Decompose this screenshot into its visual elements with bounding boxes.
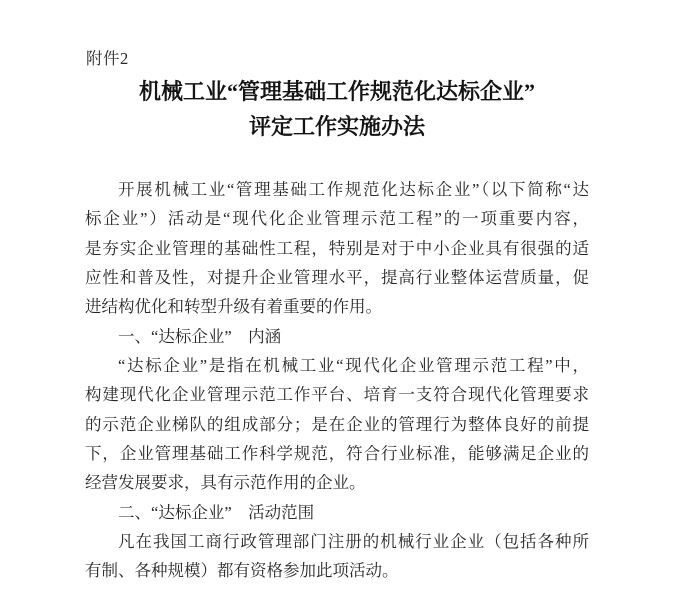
body-heading-1: 一、“达标企业” 内涵 [118, 326, 282, 346]
body-line: 构建现代化企业管理示范工作平台、培育一支符合现代化管理要求 [85, 385, 589, 405]
body-line: 标企业”）活动是“现代化企业管理示范工程”的一项重要内容， [85, 209, 589, 229]
body-heading-2: 二、“达标企业” 活动范围 [118, 502, 315, 522]
body-line: 下，企业管理基础工作科学规范，符合行业标准，能够满足企业的 [85, 444, 589, 464]
title-line-1: 机械工业“管理基础工作规范化达标企业” [138, 79, 535, 104]
body-line: 有制、各种规模）都有资格参加此项活动。 [85, 561, 399, 581]
body-line: 应性和普及性，对提升企业管理水平，提高行业整体运营质量，促 [85, 268, 589, 288]
body-line: 开展机械工业“管理基础工作规范化达标企业”（以下简称“达 [118, 180, 589, 199]
body-line: 经营发展要求，具有示范作用的企业。 [85, 473, 366, 493]
body-line: 进结构优化和转型升级有着重要的作用。 [85, 297, 382, 317]
body-line: 是夯实企业管理的基础性工程，特别是对于中小企业具有很强的适 [85, 238, 589, 258]
body-line: 的示范企业梯队的组成部分；是在企业的管理行为整体良好的前提 [85, 414, 589, 434]
document-title [85, 75, 589, 144]
document-body [85, 175, 589, 586]
title-line-2: 评定工作实施办法 [248, 113, 425, 139]
body-line: “达标企业”是指在机械工业“现代化企业管理示范工程”中， [118, 356, 589, 376]
body-line: 凡在我国工商行政管理部门注册的机械行业企业（包括各种所 [118, 532, 589, 552]
attachment-label: 附件2 [86, 49, 129, 68]
